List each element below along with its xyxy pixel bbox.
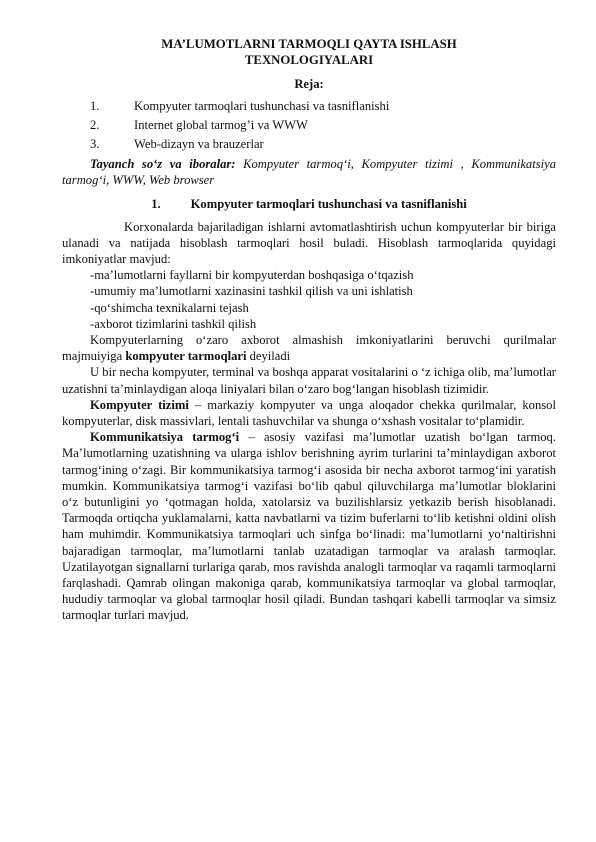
keywords-text: Kompyuter tarmoq‘i, Kompyuter tizimi , Kommunikatsiya tarmog‘i, WWW, Web browser xyxy=(62,157,556,188)
plan-item xyxy=(62,98,556,114)
term-kompyuter-tizimi: Kompyuter tizimi xyxy=(90,397,189,412)
plan-item xyxy=(62,136,556,152)
term-kompyuter-tarmoqlari: kompyuter tarmoqlari xyxy=(125,349,247,364)
plan-item-number: 2. xyxy=(90,118,100,132)
plan-item-text: Kompyuter tarmoqlari tushunchasi va tasniflanishi xyxy=(134,99,390,114)
plan-item-number: 1. xyxy=(90,99,100,114)
p2-text-after: deyiladi xyxy=(246,349,291,364)
p5-text: – asosiy vazifasi ma’lumotlar uzatish bo‘lgan tarmoq. Ma’lumotlarning uzatishning va ularga ishlov berishning ayrim turlarini ta’minlaydigan axborot tarmog‘ining o‘zagi. Bir kommunikatsiya tarmog‘i asosida bir necha axborot tarmog‘ini yaratish mumkin. Kommunikatsiya tarmog‘i vazifasi bo‘lib qabul qiluvchilarga ma’lumotlar bloklarini o‘z butunligini yo ‘qotmagan holda, xatolarsiz va buzilishlarsiz yetkazib berish hisoblanadi. Tarmoqda ortiqcha yuklamalarni, katta navbatlarni va tizim buferlarni to‘lib ketishni oldini olish ham muhimdir. Kommunikatsiya tarmoqlari uch sinfga bo‘linadi: ma’lumotlarni yo‘naltirishni bajaradigan tarmoqlar, ma’lumotlarni tanlab uzatadigan tarmoqlar va aralash tarmoqlar. Uzatilayotgan signallarni turlariga qarab, mos ravishda analogli tarmoqlar va raqamli tarmoqlarni farqlashadi. Qamrab olingan makoniga qarab, kommunikatsiya tarmoqlar va global tarmoqlar, hududiy tarmoqlar va global tarmoqlar hosil qiladi. Bundan tashqari kabelli tarmoqlar va simsiz tarmoqlar turlari mavjud. xyxy=(62,430,556,623)
page-title xyxy=(62,36,556,68)
list-item: -ma’lumotlarni fayllarni bir kompyuterdan boshqasiga o‘tqazish xyxy=(90,268,414,283)
title-line-2: TEXNOLOGIYALARI xyxy=(244,53,374,67)
paragraph-definition-network xyxy=(62,332,556,364)
paragraph-definition-system xyxy=(62,397,556,429)
paragraph-network-description: U bir necha kompyuter, terminal va boshqa apparat vositalarini o ‘z ichiga olib, ma’lumotlar uzatishni ta’minlaydigan aloqa liniyalari bilan o‘zaro bog‘langan hisoblash tizimidir. xyxy=(62,365,556,396)
keywords-label: Tayanch so‘z va iboralar: xyxy=(90,157,236,171)
list-item: -umumiy ma’lumotlarni xazinasini tashkil qilish va uni ishlatish xyxy=(90,284,413,299)
paragraph-intro: Korxonalarda bajariladigan ishlarni avtomatlashtirish uchun kompyuterlar bir biriga ulanadi va natijada hisoblash tarmoqlari hosil buladi. Hisoblash tarmoqlarida quyidagi imkoniyatlar mavjud: xyxy=(62,219,556,267)
paragraph-definition-communication xyxy=(62,429,556,623)
plan-list xyxy=(62,98,556,152)
plan-item-text: Web-dizayn va brauzerlar xyxy=(134,136,264,151)
keywords-paragraph xyxy=(62,156,556,188)
plan-item-number: 3. xyxy=(90,136,100,151)
plan-item-text: Internet global tarmog’i va WWW xyxy=(134,118,308,132)
section-heading xyxy=(62,196,556,212)
list-item: -qo‘shimcha texnikalarni tejash xyxy=(90,300,249,315)
plan-item xyxy=(62,117,556,133)
p2-text-before: Kompyuterlarning o‘zaro axborot almashish imkoniyatlarini beruvchi qurilmalar majmuiyiga xyxy=(62,333,556,364)
document-page xyxy=(62,36,556,624)
term-kommunikatsiya-tarmogi: Kommunikatsiya tarmog‘i xyxy=(90,430,240,445)
p4-text: – markaziy kompyuter va unga aloqador chekka qurilmalar, konsol kompyuterlar, disk massivlari, lentali tashuvchilar va shunga o‘xshash vositalar to‘plamidir. xyxy=(62,397,556,429)
title-line-1: MA’LUMOTLARNI TARMOQLI QAYTA ISHLASH xyxy=(161,37,457,51)
list-item: -axborot tizimlarini tashkil qilish xyxy=(90,316,257,331)
section-number: 1. xyxy=(151,197,161,212)
section-title: Kompyuter tarmoqlari tushunchasi va tasniflanishi xyxy=(190,197,467,212)
plan-heading: Reja: xyxy=(294,77,324,91)
